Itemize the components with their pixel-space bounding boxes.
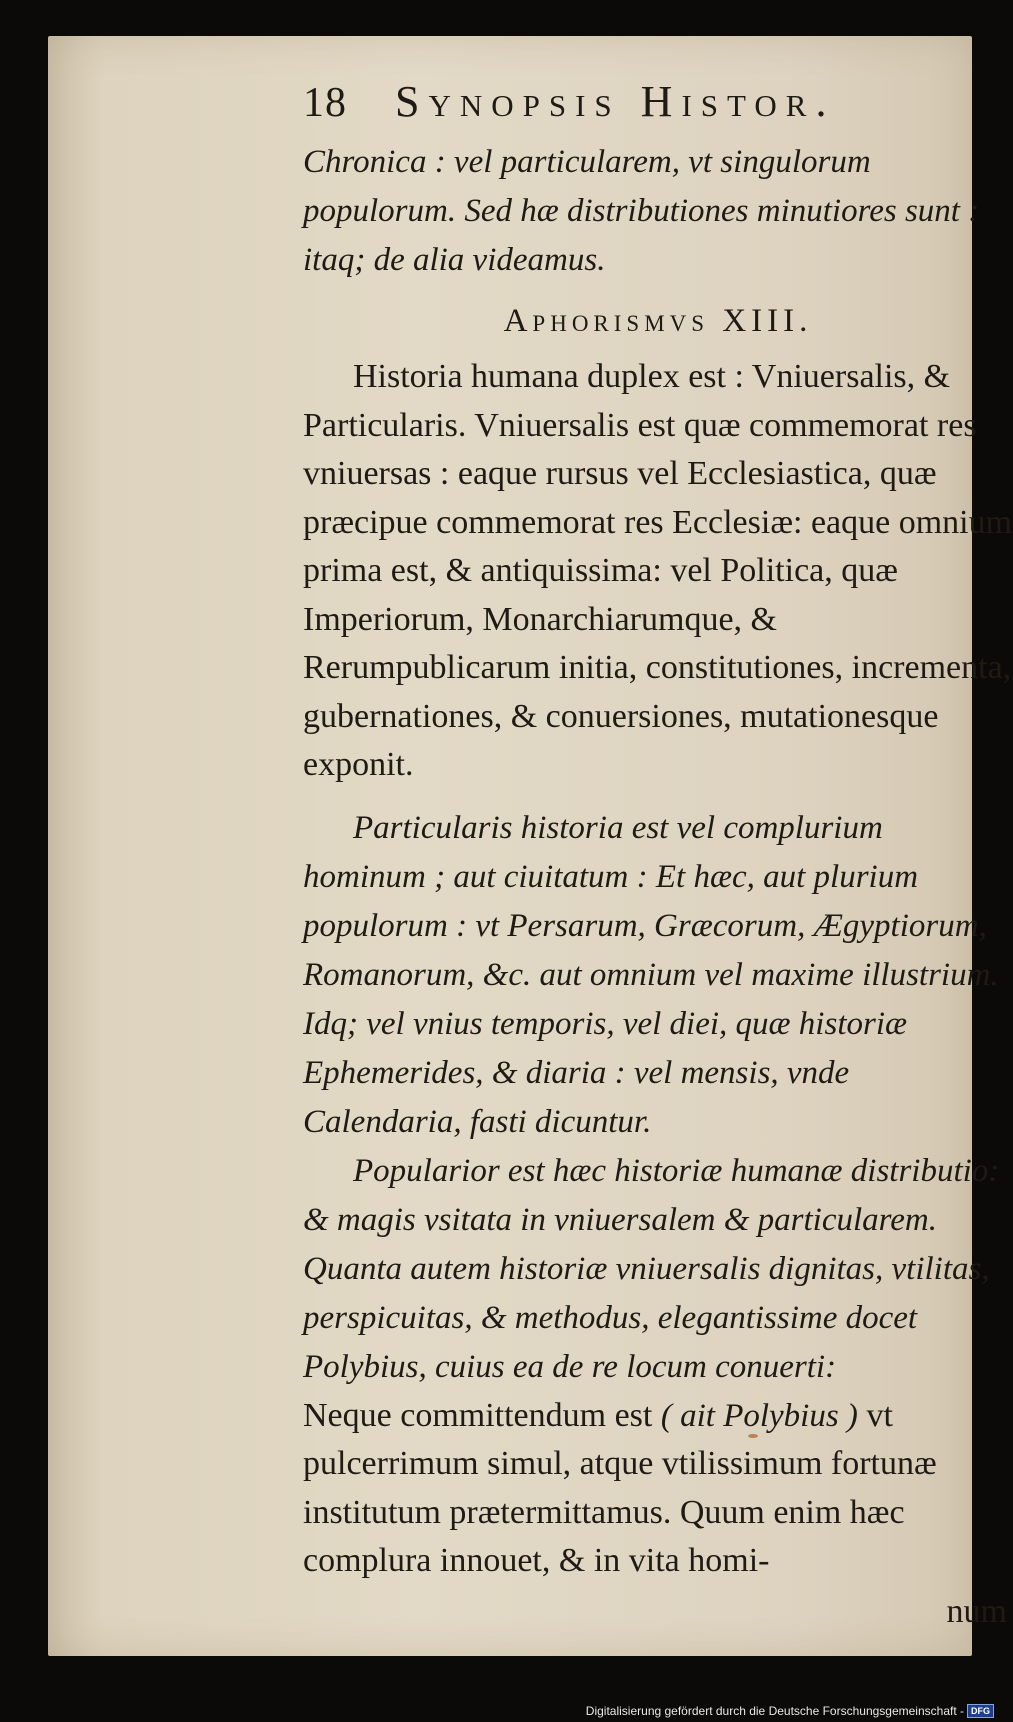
book-page — [48, 36, 1013, 1656]
dfg-logo: DFG — [967, 1704, 994, 1718]
text-block — [303, 76, 1013, 1636]
paragraph-popularior: Popularior est hæc historiæ humanæ distributio: & magis vsitata in vniuersalem & particularem. Quanta autem historiæ vniuersalis dignitas, vtilitas, perspicuitas, & methodus, elegantissime docet Polybius, cuius ea de re locum conuerti: — [303, 1152, 1000, 1385]
paragraph-particularis: Particularis historia est vel complurium hominum ; aut ciuitatum : Et hæc, aut plurium populorum : vt Persarum, Græcorum, Ægyptiorum, Romanorum, &c. aut omnium vel maxime illustrium. Idq; vel vnius temporis, vel diei, quæ historiæ Ephemerides, & diaria : vel mensis, vnde Calendaria, fasti dicuntur. — [303, 809, 999, 1140]
ait-polybius: ( ait Polybius ) — [660, 1397, 858, 1434]
page-number: 18 — [303, 80, 347, 126]
opening-italic-paragraph: Chronica : vel particularem, vt singulorum populorum. Sed hæ distributiones minutiores sunt : itaq; de alia videamus. — [303, 144, 980, 278]
running-title: Synopsis Histor. — [395, 77, 836, 126]
section-heading: Aphorismvs XIII. — [503, 303, 813, 339]
credit-text: Digitalisierung gefördert durch die Deutsche Forschungsgemeinschaft - — [585, 1704, 964, 1718]
catchword: num — [946, 1592, 1007, 1630]
paragraph-historia-humana: Historia humana duplex est : Vniuersalis, & Particularis. Vniuersalis est quæ commemorat res vniuersas : eaque rursus vel Ecclesiastica, quæ præcipue commemorat res Ecclesiæ: eaque omnium prima est, & antiquissima: vel Politica, quæ Imperiorum, Monarchiarumque, & Rerumpublicarum initia, constitutiones, incrementa, gubernationes, & conuersiones, mutationesque exponit. — [303, 358, 1013, 783]
neque-roman-end: vt pulcerrimum simul, atque vtilissimum fortunæ institutum prætermittamus. Quum enim hæc complura innouet, & in vita homi- — [303, 1396, 937, 1579]
paragraph-neque-committendum — [303, 1392, 1013, 1586]
running-head — [303, 76, 1013, 138]
digitization-credit — [586, 1704, 994, 1718]
neque-roman-start: Neque committendum est — [303, 1396, 653, 1434]
